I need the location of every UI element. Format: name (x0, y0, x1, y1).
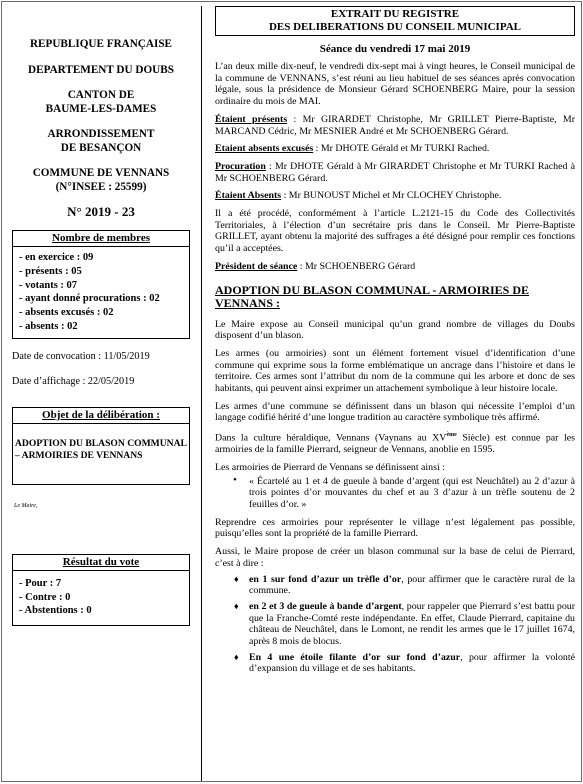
seance-date: Séance du vendredi 17 mai 2019 (319, 43, 471, 55)
body-paragraph: Le Maire expose au Conseil municipal qu’un grand nombre de villages du Doubs disposent d’un blason. (215, 318, 575, 342)
proposal-item (215, 574, 575, 597)
header-line: COMMUNE DE VENNANS (32, 167, 170, 179)
diamond-icon: ♦ (234, 600, 239, 611)
secretaire-paragraph: Il a été procédé, conformément à l’article L.2121-15 du Code des Collectivités Territoriales, à l’élection d’un secrétaire pris dans le Conseil. Mr Pierre-Baptiste GRILLET, ayant obtenu la majorité des suffrages a été désigné pour remplir ces fonctions qu’il a acceptées. (215, 208, 575, 255)
register-title-line: DES DELIBERATIONS DU CONSEIL MUNICIPAL (268, 20, 522, 33)
body-paragraph: Aussi, le Maire propose de créer un blason communal sur la base de celui de Pierrard, c’est à dire : (215, 546, 575, 569)
absents-text: : Mr BUNOUST Michel et Mr CLOCHEY Christophe. (281, 190, 502, 202)
diamond-icon: ♦ (234, 651, 239, 662)
absents-label: Étaient Absents (215, 190, 282, 202)
excuses-paragraph (215, 143, 575, 155)
proposal-item (215, 601, 575, 648)
register-title-line: EXTRAIT DU REGISTRE (330, 8, 460, 20)
left-column (12, 38, 190, 626)
adoption-title: ADOPTION DU BLASON COMMUNAL - ARMOIRIES DE VENNANS : (215, 282, 530, 310)
proposal-item (215, 652, 575, 675)
bullet-icon: • (233, 473, 237, 486)
proposal-list (215, 574, 575, 676)
header-line: ARRONDISSEMENT (47, 128, 155, 140)
signature-note: Le Maire, (14, 502, 38, 509)
quote-item (215, 473, 575, 511)
presents-label: Étaient présents (215, 113, 288, 125)
members-title: Nombre de membres (13, 231, 189, 247)
proposal-text: , pour affirmer que le caractère rural de la commune. (249, 573, 575, 597)
p4-text: Dans la culture héraldique, Vennans (Vaynans au XV (215, 432, 447, 444)
deliberation-page (1, 1, 582, 782)
body-paragraph (215, 430, 575, 456)
excuses-text: : Mr DHOTE Gérald et Mr TURKI Rached. (313, 143, 490, 155)
body-paragraph: Les armes d’une commune se définissent dans un blason qui nécessite l’emploi d’un langage codifié hérité d’une longue tradition au caractère symbolique très affirmé. (215, 400, 575, 424)
vote-item: - Contre : 0 (19, 591, 71, 603)
quote-text: « Écartelé au 1 et 4 de gueule à bande d’argent (qui est Neuchâtel) au 2 d’azur à trois pointes d’or mouvantes du chef et au 3 d’azur à un trèfle soutenu de 2 feuilles d’or. » (249, 475, 575, 510)
p4-text: Siècle) est connue par les armoiries de la famille Pierrard, seigneur de Vennans, anoblie en 1595. (215, 432, 575, 456)
vote-item: - Abstentions : 0 (19, 605, 92, 617)
date-convocation: Date de convocation : 11/05/2019 (12, 350, 150, 362)
objet-line: ADOPTION DU BLASON COMMUNAL (15, 437, 187, 449)
procuration-text: : Mr DHOTE Gérald à Mr GIRARDET Christophe et Mr TURKI Rached à Mr SCHOENBERG Gérard. (215, 160, 575, 184)
p4-superscript: ème (446, 432, 457, 439)
date-affichage: Date d’affichage : 22/05/2019 (12, 375, 135, 387)
vote-box (12, 554, 190, 626)
members-item: - absents excusés : 02 (19, 307, 114, 319)
header-line: DE BESANÇON (60, 141, 142, 154)
president-label: Président de séance (215, 260, 298, 272)
members-item: - votants : 07 (19, 279, 78, 291)
absents-paragraph (215, 190, 575, 202)
presents-paragraph (215, 114, 575, 137)
members-box (12, 230, 190, 339)
intro-paragraph: L’an deux mille dix-neuf, le vendredi dix-sept mai à vingt heures, le Conseil municipal de la commune de VENNANS, s’est réuni au lieu habituel de ses séances après convocation légale, sous la présidence de Monsieur Gérard SCHOENBERG Maire, pour la session ordinaire du mois de MAI. (215, 61, 575, 108)
members-item: - présents : 05 (19, 265, 82, 277)
vote-item: - Pour : 7 (19, 577, 62, 589)
proposal-bold: en 1 sur fond d’azur un trèfle d’or (249, 573, 402, 585)
column-divider (201, 6, 202, 781)
register-title (215, 6, 575, 36)
president-text: : Mr SCHOENBERG Gérard (297, 260, 416, 272)
procuration-paragraph (215, 161, 575, 184)
proposal-bold: En 4 une étoile filante d’or sur fond d’azur (249, 651, 461, 663)
quote-list (215, 473, 575, 511)
header-line: CANTON DE (67, 89, 135, 101)
members-item: - absents : 02 (19, 320, 78, 332)
objet-title: Objet de la délibération : (13, 408, 189, 424)
proposal-text: , pour affirmer la volonté d’expansion du village et de ses habitants. (249, 651, 575, 675)
body-paragraph: Les armoiries de Pierrard de Vennans se définissent ainsi : (215, 461, 445, 473)
diamond-icon: ♦ (234, 573, 239, 584)
administrative-header (12, 38, 190, 194)
header-line: BAUME-LES-DAMES (45, 102, 157, 115)
header-line: REPUBLIQUE FRANÇAISE (29, 38, 173, 50)
header-line: (N°INSEE : 25599) (55, 180, 147, 193)
right-column (215, 6, 575, 675)
header-line: DEPARTEMENT DU DOUBS (28, 63, 174, 76)
vote-title: Résultat du vote (13, 555, 189, 571)
presents-text: : Mr GIRARDET Christophe, Mr GRILLET Pierre-Baptiste, Mr MARCAND Cédric, Mr MESNIER André et Mr SCHOENBERG Gérard. (215, 113, 576, 137)
members-item: - ayant donné procurations : 02 (19, 293, 160, 305)
deliberation-number: N° 2019 - 23 (67, 204, 135, 219)
members-item: - en exercice : 09 (19, 252, 94, 263)
objet-box (12, 407, 190, 485)
proposal-text: , pour rappeler que Pierrard s’est battu pour que la Franche-Comté reste indépendante. En effet, Claude Pierrard, capitaine du château de Neuchâtel, dans le Lomont, ne rendit les armes que le 17 juillet 1674, après 8 mois de blocus. (249, 600, 575, 648)
body-paragraph: Les armes (ou armoiries) sont un élément fortement visuel d’identification d’une commune qui exprime sous la forme emblématique un ancrage dans l’histoire et dans le territoire. Ces armes sont l’attribut du nom de la commune qui les arbore et donc de ses habitants, qui peuvent ainsi exprimer un attachement symbolique à leur histoire locale. (215, 347, 575, 395)
proposal-bold: en 2 et 3 de gueule à bande d’argent (249, 600, 402, 612)
procuration-label: Procuration (215, 160, 266, 172)
objet-line: – ARMOIRIES DE VENNANS (15, 449, 143, 461)
body-paragraph: Reprendre ces armoiries pour représenter le village n’est légalement pas possible, puisqu’elles sont la propriété de la famille Pierrard. (215, 516, 575, 540)
excuses-label: Etaient absents excusés (215, 143, 314, 155)
president-paragraph (215, 261, 575, 273)
